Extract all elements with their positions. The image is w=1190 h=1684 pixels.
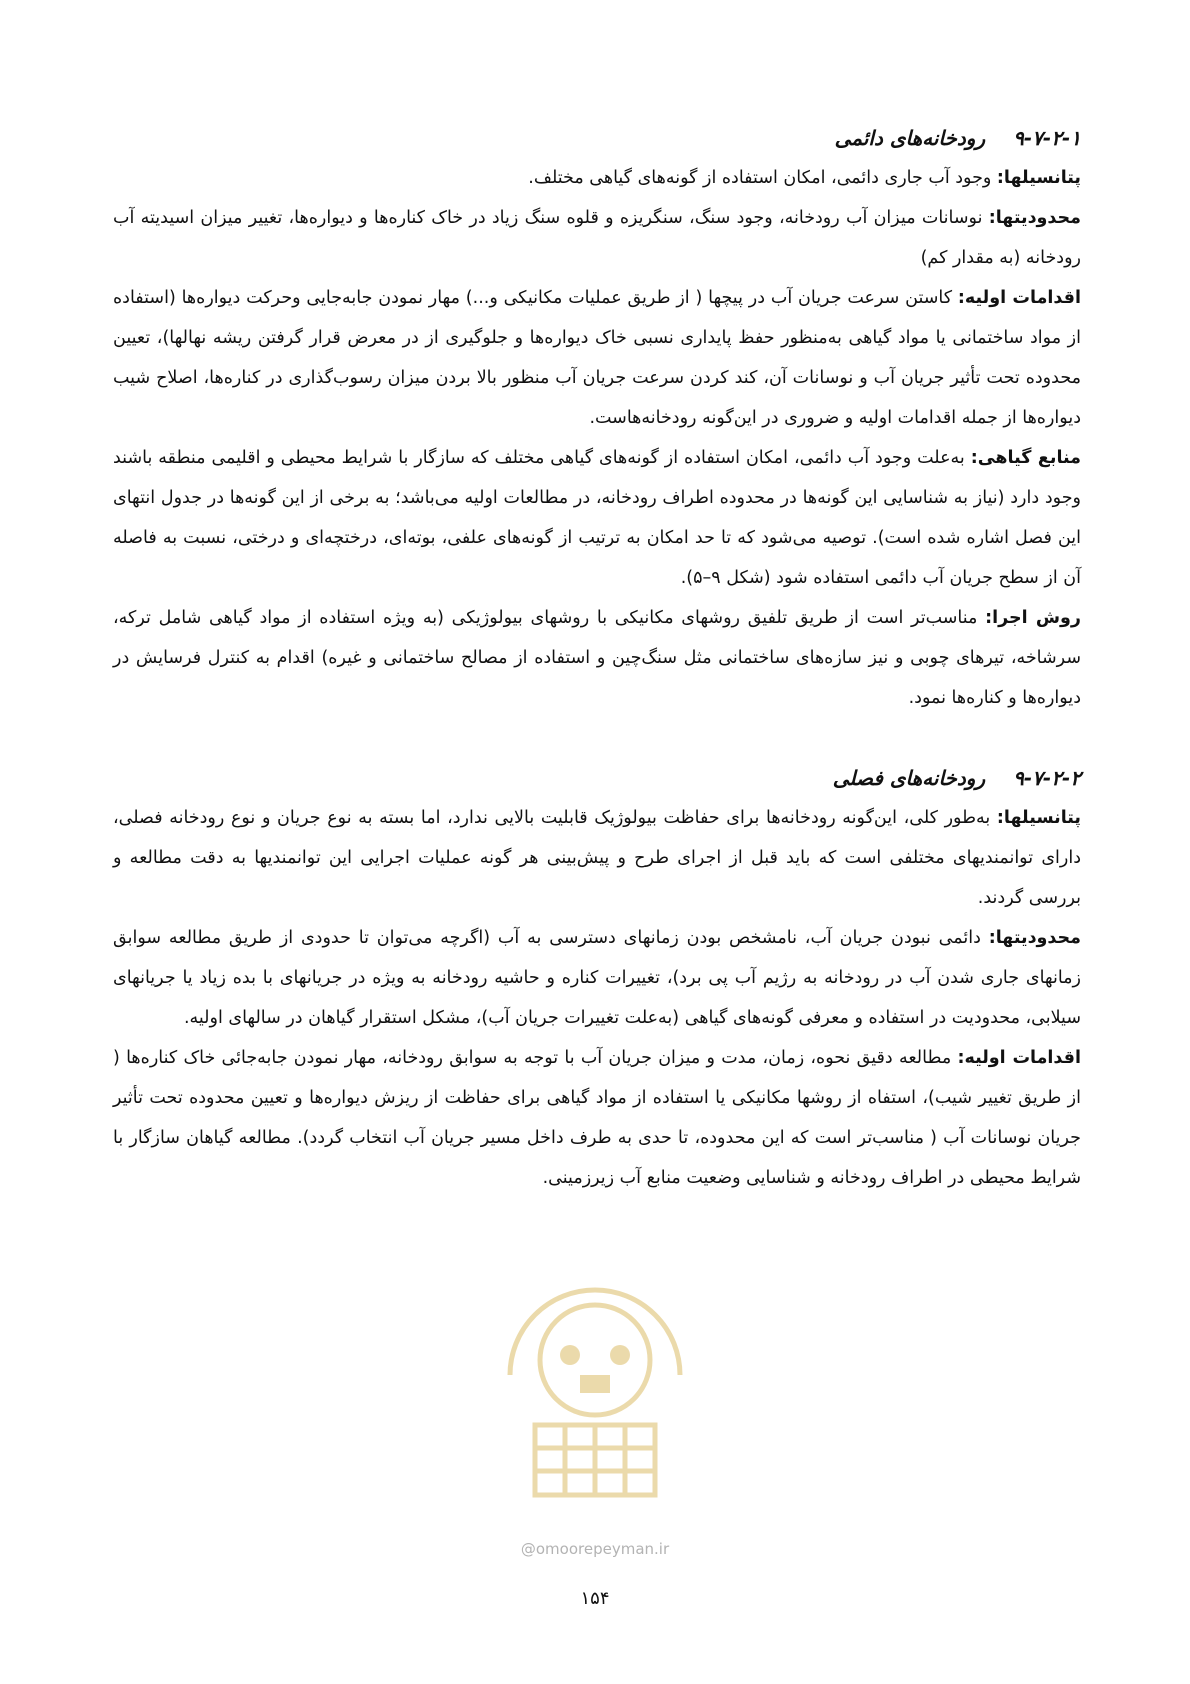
paragraph-label: اقدامات اولیه: <box>957 288 1081 308</box>
paragraph-label: محدودیتها: <box>988 928 1081 948</box>
section-number: ۹-۷-۲-۱ <box>1013 126 1081 150</box>
paragraph-text: وجود آب جاری دائمی، امکان استفاده از گونه‌های گیاهی مختلف. <box>528 168 997 188</box>
paragraph-potentials <box>113 798 1081 918</box>
footer-website: @omoorepeyman.ir <box>520 1540 670 1558</box>
watermark-logo <box>480 1225 710 1515</box>
paragraph-label: منابع گیاهی: <box>970 448 1081 468</box>
paragraph-potentials <box>113 158 1081 198</box>
section-title: رودخانه‌های فصلی <box>832 766 986 790</box>
paragraph-label: محدودیتها: <box>988 208 1081 228</box>
section-heading <box>113 758 1081 798</box>
paragraph-initial-actions <box>113 278 1081 438</box>
paragraph-text: نوسانات میزان آب رودخانه، وجود سنگ، سنگریزه و قلوه سنگ زیاد در خاک کناره‌ها و دیواره‌ها، تغییر میزان اسیدیته آب رودخانه (به مقدار کم) <box>113 208 1081 268</box>
section-number: ۹-۷-۲-۲ <box>1013 766 1081 790</box>
section-heading <box>113 118 1081 158</box>
paragraph-method <box>113 598 1081 718</box>
document-body <box>113 118 1081 1198</box>
paragraph-text: کاستن سرعت جریان آب در پیچها ( از طریق عملیات مکانیکی و...) مهار نمودن جابه‌جایی وحرکت دیواره‌ها (استفاده از مواد ساختمانی یا مواد گیاهی به‌منظور حفظ پایداری نسبی خاک دیواره‌ها و جلوگیری از در معرض قرار گرفتن ریشه نهالها)، تعیین محدوده تحت تأثیر جریان آب و نوسانات آن، کند کردن سرعت جریان آب منظور بالا بردن میزان رسوب‌گذاری در کناره‌ها، اصلاح شیب دیواره‌ها از جمله اقدامات اولیه و ضروری در این‌گونه رودخانه‌هاست. <box>113 288 1081 428</box>
paragraph-text: مناسب‌تر است از طریق تلفیق روشهای مکانیکی با روشهای بیولوژیکی (به ویژه استفاده از مواد گیاهی شامل ترکه، سرشاخه، تیرهای چوبی و نیز سازه‌های ساختمانی مثل سنگ‌چین و استفاده از مصالح ساختمانی و غیره) اقدام به کنترل فرسایش در دیواره‌ها و کناره‌ها نمود. <box>113 608 1081 708</box>
section-title: رودخانه‌های دائمی <box>834 126 986 150</box>
paragraph-limitations <box>113 918 1081 1038</box>
paragraph-plant-sources <box>113 438 1081 598</box>
paragraph-initial-actions <box>113 1038 1081 1198</box>
paragraph-label: روش اجرا: <box>985 608 1082 628</box>
paragraph-limitations <box>113 198 1081 278</box>
paragraph-text: دائمی نبودن جریان آب، نامشخص بودن زمانهای دسترسی به آب (اگرچه می‌توان تا حدودی از طریق مطالعه سوابق زمانهای جاری شدن آب در رودخانه به رژیم آب پی برد)، تغییرات کناره و حاشیه رودخانه به ویژه در جریانهای با بده زیاد یا جریانهای سیلابی، محدودیت در استفاده و معرفی گونه‌های گیاهی (به‌علت تغییرات جریان آب)، مشکل استقرار گیاهان در سالهای اولیه. <box>113 928 1081 1028</box>
section-permanent-rivers <box>113 118 1081 718</box>
paragraph-text: مطالعه دقیق نحوه، زمان، مدت و میزان جریان آب با توجه به سوابق رودخانه، مهار نمودن جابه‌جائی خاک کناره‌ها ( از طریق تغییر شیب)، استفاه از روشها مکانیکی یا استفاده از مواد گیاهی برای حفاظت از ریزش دیواره‌ها و تعیین محدوده تحت تأثیر جریان نوسانات آب ( مناسب‌تر است که این محدوده، تا حدی به طرف داخل مسیر جریان آب انتخاب گردد). مطالعه گیاهان سازگار با شرایط محیطی در اطراف رودخانه و شناسایی وضعیت منابع آب زیرزمینی. <box>113 1048 1081 1188</box>
section-seasonal-rivers <box>113 758 1081 1198</box>
paragraph-label: پتانسیلها: <box>996 168 1081 188</box>
page-number: ۱۵۴ <box>580 1588 610 1609</box>
paragraph-label: پتانسیلها: <box>996 808 1081 828</box>
paragraph-label: اقدامات اولیه: <box>957 1048 1081 1068</box>
paragraph-text: به‌طور کلی، این‌گونه رودخانه‌ها برای حفاظت بیولوژیک قابلیت بالایی ندارد، اما بسته به نوع جریان و نوع رودخانه فصلی، دارای توانمندیهای مختلفی است که باید قبل از اجرای طرح و پیش‌بینی هر گونه عملیات اجرایی این توانمندیها به دقت مطالعه و بررسی گردند. <box>113 808 1081 908</box>
paragraph-text: به‌علت وجود آب دائمی، امکان استفاده از گونه‌های گیاهی مختلف که سازگار با شرایط محیطی و اقلیمی منطقه باشند وجود دارد (نیاز به شناسایی این گونه‌ها در محدوده اطراف رودخانه، در مطالعات اولیه می‌باشد؛ به برخی از این گونه‌ها در جدول انتهای این فصل اشاره شده است). توصیه می‌شود که تا حد امکان به ترتیب از گونه‌های علفی، بوته‌ای، درختچه‌ای و درختی، نسبت به فاصله آن از سطح جریان آب دائمی استفاده شود (شکل ۹–۵). <box>113 448 1081 588</box>
